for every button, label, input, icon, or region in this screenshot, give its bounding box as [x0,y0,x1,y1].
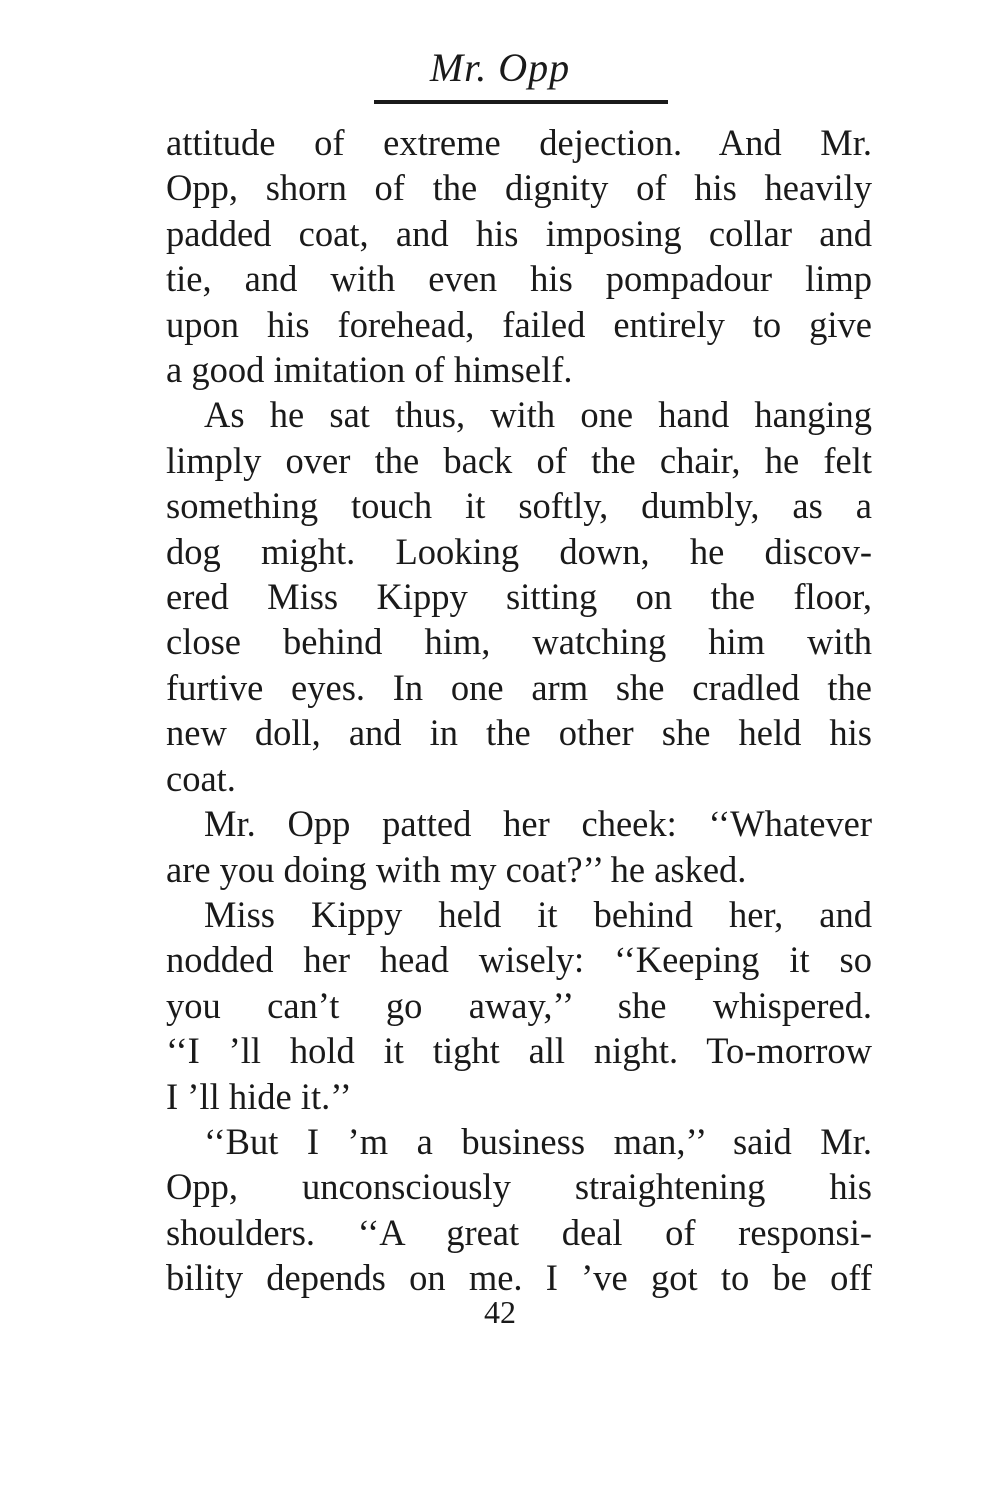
text-line: coat. [166,757,236,799]
text-line: nodded her head wisely: ‘‘Keeping it so [166,939,872,981]
text-line: you can’t go away,’’ she whispered. [166,984,872,1026]
text-line: I ’ll hide it.’’ [166,1075,352,1117]
text-line: limply over the back of the chair, he felt [166,439,872,481]
paragraph [166,120,872,392]
paragraph [166,1119,872,1301]
paragraph [166,392,872,801]
text-line: padded coat, and his imposing collar and [166,212,872,254]
body-text [166,120,872,1301]
text-line: furtive eyes. In one arm she cradled the [166,666,872,708]
header-rule [374,100,668,104]
text-line: attitude of extreme dejection. And Mr. [166,122,872,163]
text-line: ‘‘But I ’m a business man,’’ said Mr. [204,1120,872,1162]
text-line: Mr. Opp patted her cheek: ‘‘Whatever [204,803,872,845]
text-line: Opp, unconsciously straightening his [166,1166,872,1208]
text-line: dog might. Looking down, he discov- [166,530,872,572]
text-line: ‘‘I ’ll hold it tight all night. To-morrow [166,1030,872,1072]
text-line: something touch it softly, dumbly, as a [166,485,872,527]
text-line: are you doing with my coat?’’ he asked. [166,848,747,890]
text-line: close behind him, watching him with [166,621,872,663]
text-line: tie, and with even his pompadour limp [166,258,872,300]
text-line: bility depends on me. I ’ve got to be off [166,1257,872,1299]
text-line: upon his forehead, failed entirely to give [166,303,872,345]
text-line: shoulders. ‘‘A great deal of responsi- [166,1211,872,1253]
paragraph [166,801,872,892]
paragraph [166,892,872,1119]
text-line: new doll, and in the other she held his [166,712,872,754]
text-line: Miss Kippy held it behind her, and [204,893,872,935]
page-number: 42 [484,1294,516,1330]
text-line: a good imitation of himself. [166,349,573,391]
text-line: ered Miss Kippy sitting on the floor, [166,576,872,618]
running-head: Mr. Opp [429,45,571,90]
text-line: Opp, shorn of the dignity of his heavily [166,167,872,209]
text-line: As he sat thus, with one hand hanging [204,394,872,436]
